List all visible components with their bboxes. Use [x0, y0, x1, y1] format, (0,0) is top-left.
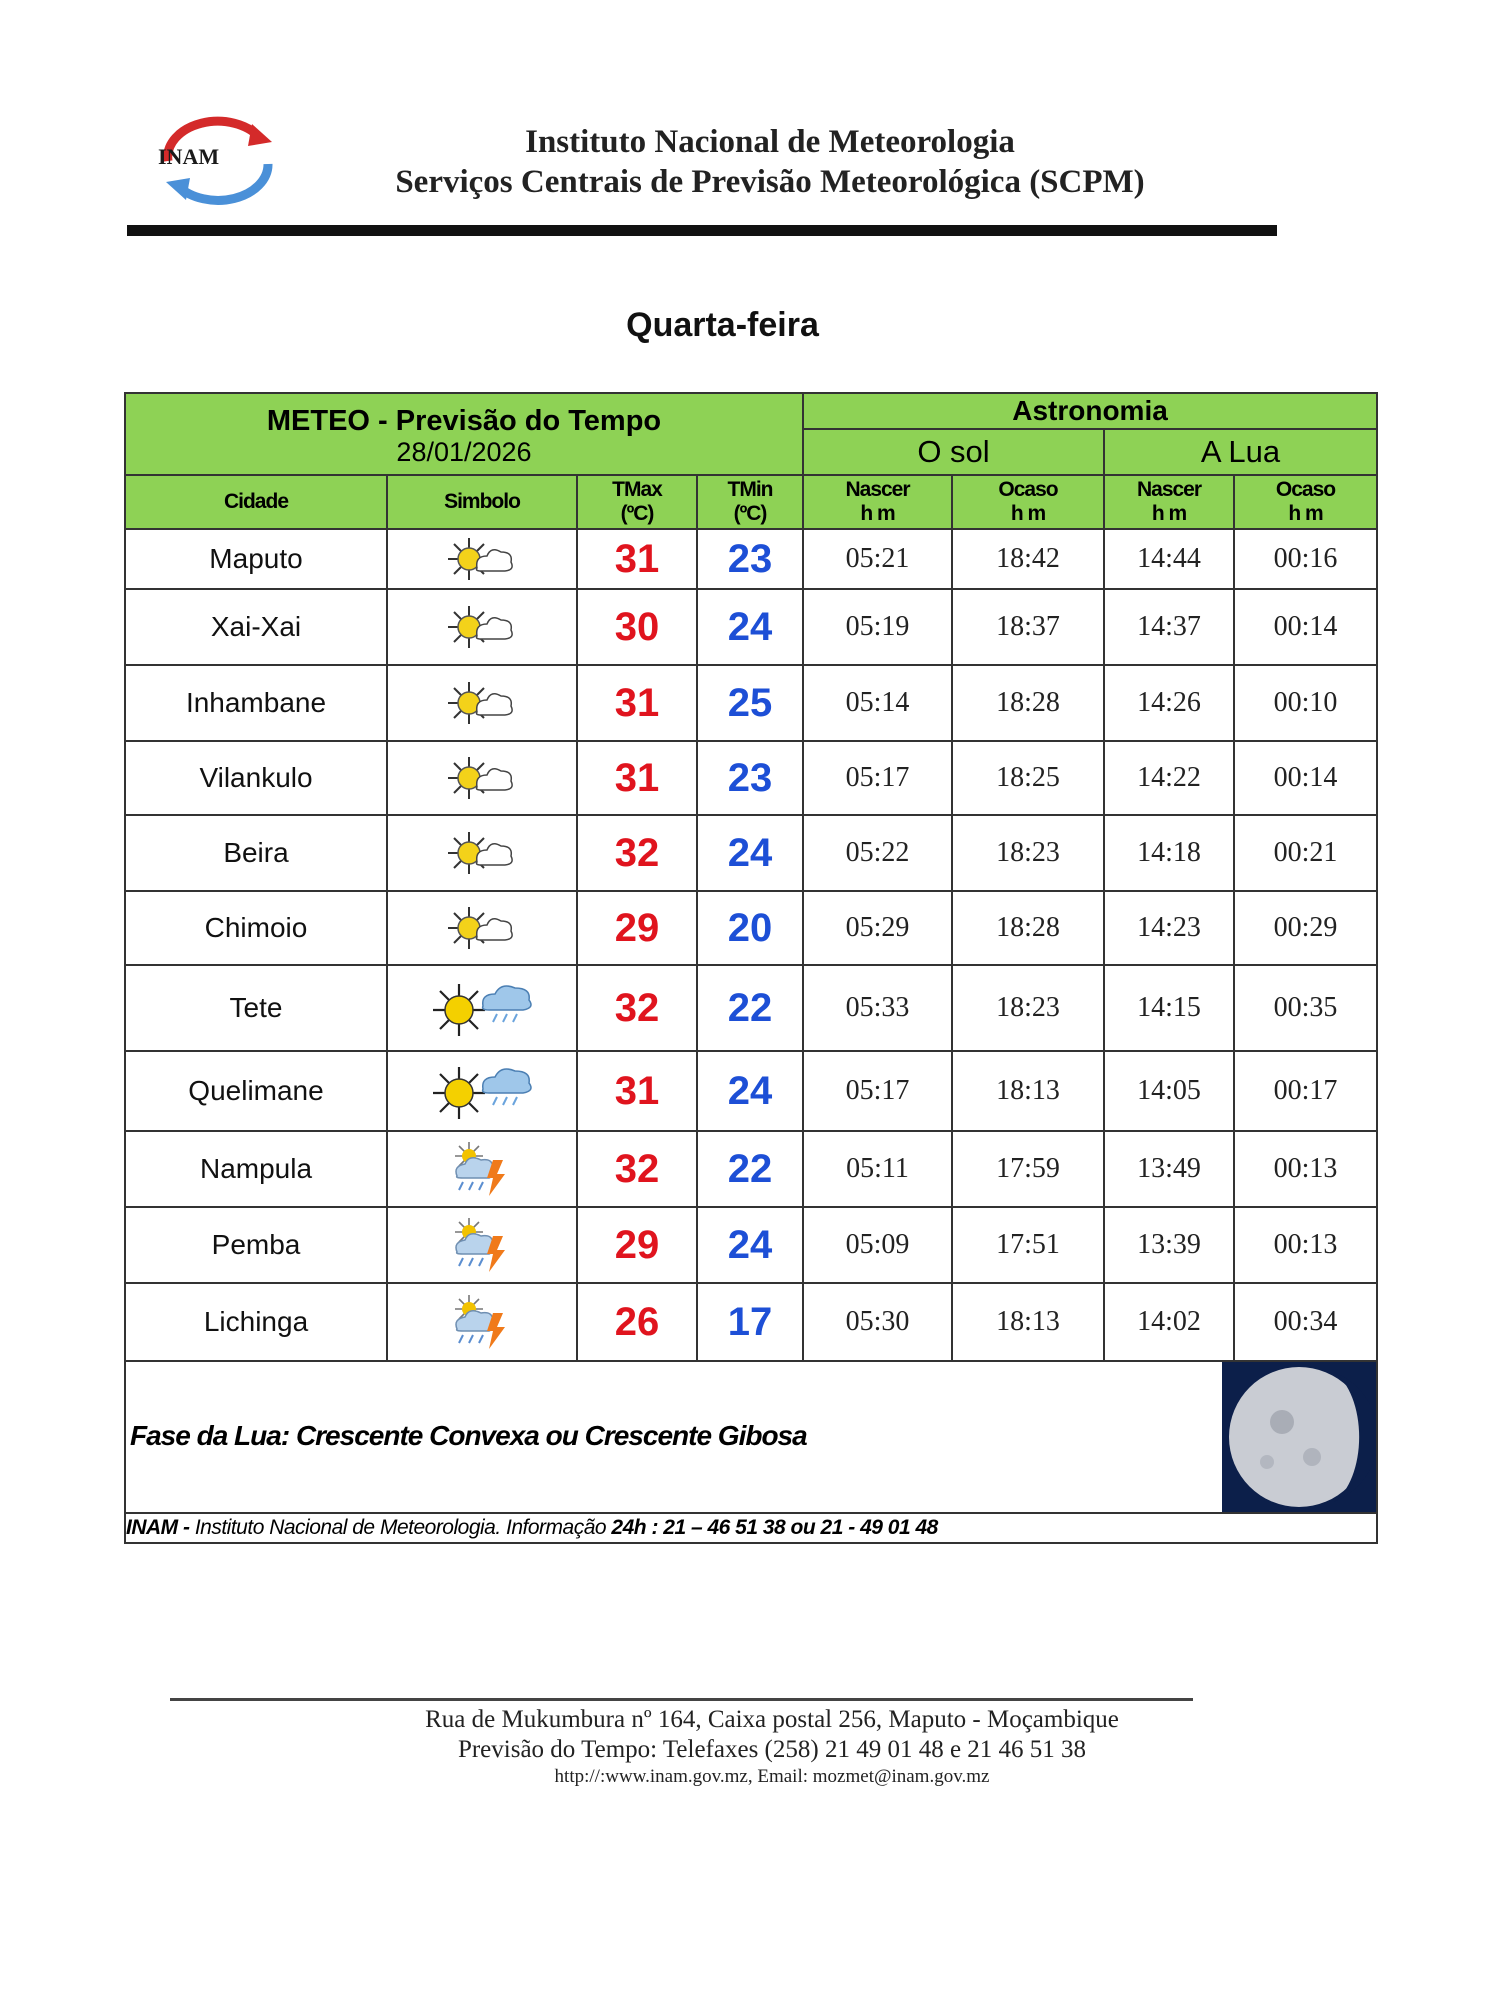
- info-prefix: INAM -: [126, 1516, 190, 1539]
- symbol-cell: [387, 529, 577, 589]
- tmax-cell: 26: [577, 1283, 697, 1361]
- partly-cloudy-icon: [447, 602, 517, 652]
- col-tmax: [577, 475, 697, 529]
- moonset-cell: 00:17: [1234, 1051, 1377, 1131]
- moonrise-cell: 14:02: [1104, 1283, 1234, 1361]
- info-footer-cell: [125, 1513, 1377, 1543]
- col-sunset-label: Ocaso: [998, 478, 1058, 501]
- city-cell: Nampula: [125, 1131, 387, 1207]
- sunset-cell: 17:59: [952, 1131, 1104, 1207]
- col-symbol: Simbolo: [387, 475, 577, 529]
- tmax-cell: 31: [577, 741, 697, 815]
- sunset-cell: 18:23: [952, 815, 1104, 891]
- table-row: [125, 1283, 1377, 1361]
- tmax-cell: 30: [577, 589, 697, 665]
- col-sunrise-unit: h m: [860, 502, 895, 525]
- footer-address: Rua de Mukumbura nº 164, Caixa postal 256, Maputo - Moçambique: [425, 1706, 1119, 1733]
- table-row: [125, 741, 1377, 815]
- table-row: [125, 529, 1377, 589]
- tmax-cell: 31: [577, 665, 697, 741]
- city-cell: Lichinga: [125, 1283, 387, 1361]
- city-cell: Chimoio: [125, 891, 387, 965]
- sunrise-cell: 05:21: [803, 529, 952, 589]
- col-moonrise: [1104, 475, 1234, 529]
- institute-name: Instituto Nacional de Meteorologia: [525, 124, 1015, 160]
- col-sunrise: [803, 475, 952, 529]
- table-row: [125, 815, 1377, 891]
- tmax-cell: 32: [577, 815, 697, 891]
- tmax-cell: 31: [577, 1051, 697, 1131]
- sunset-cell: 18:28: [952, 891, 1104, 965]
- sunset-cell: 18:13: [952, 1283, 1104, 1361]
- moonrise-cell: 14:18: [1104, 815, 1234, 891]
- moonrise-cell: 14:44: [1104, 529, 1234, 589]
- info-text: Instituto Nacional de Meteorologia. Informação: [189, 1516, 612, 1539]
- symbol-cell: [387, 815, 577, 891]
- sunset-cell: 18:42: [952, 529, 1104, 589]
- sun-rain-cloud-icon: [427, 976, 537, 1040]
- partly-cloudy-icon: [447, 753, 517, 803]
- forecast-date: 28/01/2026: [396, 437, 532, 467]
- thunderstorm-icon: [447, 1140, 517, 1198]
- moonset-cell: 00:13: [1234, 1131, 1377, 1207]
- tmin-cell: 25: [697, 665, 803, 741]
- symbol-cell: [387, 741, 577, 815]
- col-sunset: [952, 475, 1104, 529]
- footer-phones: Previsão do Tempo: Telefaxes (258) 21 49 01 48 e 21 46 51 38: [457, 1736, 1087, 1763]
- table-row: [125, 589, 1377, 665]
- moonset-cell: 00:10: [1234, 665, 1377, 741]
- col-moonset-unit: h m: [1288, 502, 1323, 525]
- moonrise-cell: 14:23: [1104, 891, 1234, 965]
- moonset-cell: 00:21: [1234, 815, 1377, 891]
- tmin-cell: 24: [697, 589, 803, 665]
- moonset-cell: 00:16: [1234, 529, 1377, 589]
- table-row: [125, 1051, 1377, 1131]
- footer-divider: [170, 1698, 1193, 1701]
- moonrise-cell: 13:49: [1104, 1131, 1234, 1207]
- sunset-cell: 18:25: [952, 741, 1104, 815]
- col-sunrise-label: Nascer: [845, 478, 910, 501]
- service-name: Serviços Centrais de Previsão Meteorológica (SCPM): [395, 164, 1145, 200]
- moonrise-cell: 13:39: [1104, 1207, 1234, 1283]
- tmin-cell: 24: [697, 1051, 803, 1131]
- table-row: [125, 665, 1377, 741]
- thunderstorm-icon: [447, 1216, 517, 1274]
- moonrise-cell: 14:15: [1104, 965, 1234, 1051]
- col-tmin-label: TMin: [727, 478, 773, 501]
- moonrise-cell: 14:37: [1104, 589, 1234, 665]
- symbol-cell: [387, 1131, 577, 1207]
- header-divider: [127, 225, 1277, 236]
- moonrise-cell: 14:26: [1104, 665, 1234, 741]
- moonset-cell: 00:29: [1234, 891, 1377, 965]
- forecast-title: METEO - Previsão do Tempo: [266, 405, 662, 437]
- tmin-cell: 23: [697, 741, 803, 815]
- symbol-cell: [387, 589, 577, 665]
- forecast-table: [124, 392, 1378, 1544]
- info-phone: 24h : 21 – 46 51 38 ou 21 - 49 01 48: [611, 1516, 938, 1539]
- sunset-cell: 18:13: [952, 1051, 1104, 1131]
- tmin-cell: 17: [697, 1283, 803, 1361]
- sun-header: O sol: [803, 429, 1104, 475]
- col-moonrise-label: Nascer: [1136, 478, 1202, 501]
- moonrise-cell: 14:05: [1104, 1051, 1234, 1131]
- page-header: [120, 110, 1280, 230]
- col-tmax-label: TMax: [612, 478, 662, 501]
- sunset-cell: 18:37: [952, 589, 1104, 665]
- city-cell: Inhambane: [125, 665, 387, 741]
- col-tmax-unit: (ºC): [620, 502, 654, 525]
- city-cell: Quelimane: [125, 1051, 387, 1131]
- forecast-title-cell: [125, 393, 803, 475]
- symbol-cell: [387, 891, 577, 965]
- col-city: Cidade: [125, 475, 387, 529]
- forecast-rows: [125, 529, 1377, 1361]
- moon-phase-text: Fase da Lua: Crescente Convexa ou Crescente Gibosa: [130, 1420, 807, 1451]
- moonset-cell: 00:13: [1234, 1207, 1377, 1283]
- city-cell: Pemba: [125, 1207, 387, 1283]
- moonset-cell: 00:14: [1234, 741, 1377, 815]
- tmin-cell: 24: [697, 1207, 803, 1283]
- moonrise-cell: 14:22: [1104, 741, 1234, 815]
- sunrise-cell: 05:17: [803, 1051, 952, 1131]
- sunrise-cell: 05:11: [803, 1131, 952, 1207]
- table-row: [125, 965, 1377, 1051]
- sunrise-cell: 05:19: [803, 589, 952, 665]
- city-cell: Maputo: [125, 529, 387, 589]
- city-cell: Vilankulo: [125, 741, 387, 815]
- moon-phase-icon: [1222, 1362, 1376, 1512]
- city-cell: Tete: [125, 965, 387, 1051]
- tmin-cell: 23: [697, 529, 803, 589]
- city-cell: Beira: [125, 815, 387, 891]
- col-moonset-label: Ocaso: [1275, 478, 1336, 501]
- sunrise-cell: 05:09: [803, 1207, 952, 1283]
- symbol-cell: [387, 965, 577, 1051]
- city-cell: Xai-Xai: [125, 589, 387, 665]
- moonset-cell: 00:35: [1234, 965, 1377, 1051]
- tmin-cell: 22: [697, 965, 803, 1051]
- tmax-cell: 32: [577, 1131, 697, 1207]
- col-moonset: [1234, 475, 1377, 529]
- partly-cloudy-icon: [447, 678, 517, 728]
- moonset-cell: 00:14: [1234, 589, 1377, 665]
- partly-cloudy-icon: [447, 903, 517, 953]
- logo-text: INAM: [158, 144, 220, 169]
- table-row: [125, 1207, 1377, 1283]
- tmin-cell: 24: [697, 815, 803, 891]
- col-tmin: [697, 475, 803, 529]
- partly-cloudy-icon: [447, 828, 517, 878]
- symbol-cell: [387, 665, 577, 741]
- sunrise-cell: 05:14: [803, 665, 952, 741]
- col-tmin-unit: (ºC): [733, 502, 767, 525]
- table-row: [125, 891, 1377, 965]
- tmin-cell: 22: [697, 1131, 803, 1207]
- page-title: Quarta-feira: [626, 306, 819, 344]
- moonset-cell: 00:34: [1234, 1283, 1377, 1361]
- moon-header: A Lua: [1104, 429, 1377, 475]
- moon-phase-cell: [125, 1361, 1377, 1513]
- tmax-cell: 29: [577, 1207, 697, 1283]
- tmax-cell: 31: [577, 529, 697, 589]
- symbol-cell: [387, 1051, 577, 1131]
- thunderstorm-icon: [447, 1293, 517, 1351]
- table-row: [125, 1131, 1377, 1207]
- tmin-cell: 20: [697, 891, 803, 965]
- sunrise-cell: 05:29: [803, 891, 952, 965]
- partly-cloudy-icon: [447, 534, 517, 584]
- tmax-cell: 29: [577, 891, 697, 965]
- sunset-cell: 17:51: [952, 1207, 1104, 1283]
- sunrise-cell: 05:22: [803, 815, 952, 891]
- symbol-cell: [387, 1283, 577, 1361]
- symbol-cell: [387, 1207, 577, 1283]
- sunrise-cell: 05:33: [803, 965, 952, 1051]
- col-moonrise-unit: h m: [1151, 502, 1187, 525]
- astronomy-header: Astronomia: [803, 393, 1377, 429]
- sun-rain-cloud-icon: [427, 1059, 537, 1123]
- footer-web-email: http://:www.inam.gov.mz, Email: mozmet@inam.gov.mz: [554, 1766, 990, 1787]
- col-sunset-unit: h m: [1010, 502, 1046, 525]
- sunrise-cell: 05:30: [803, 1283, 952, 1361]
- sunrise-cell: 05:17: [803, 741, 952, 815]
- sunset-cell: 18:28: [952, 665, 1104, 741]
- sunset-cell: 18:23: [952, 965, 1104, 1051]
- tmax-cell: 32: [577, 965, 697, 1051]
